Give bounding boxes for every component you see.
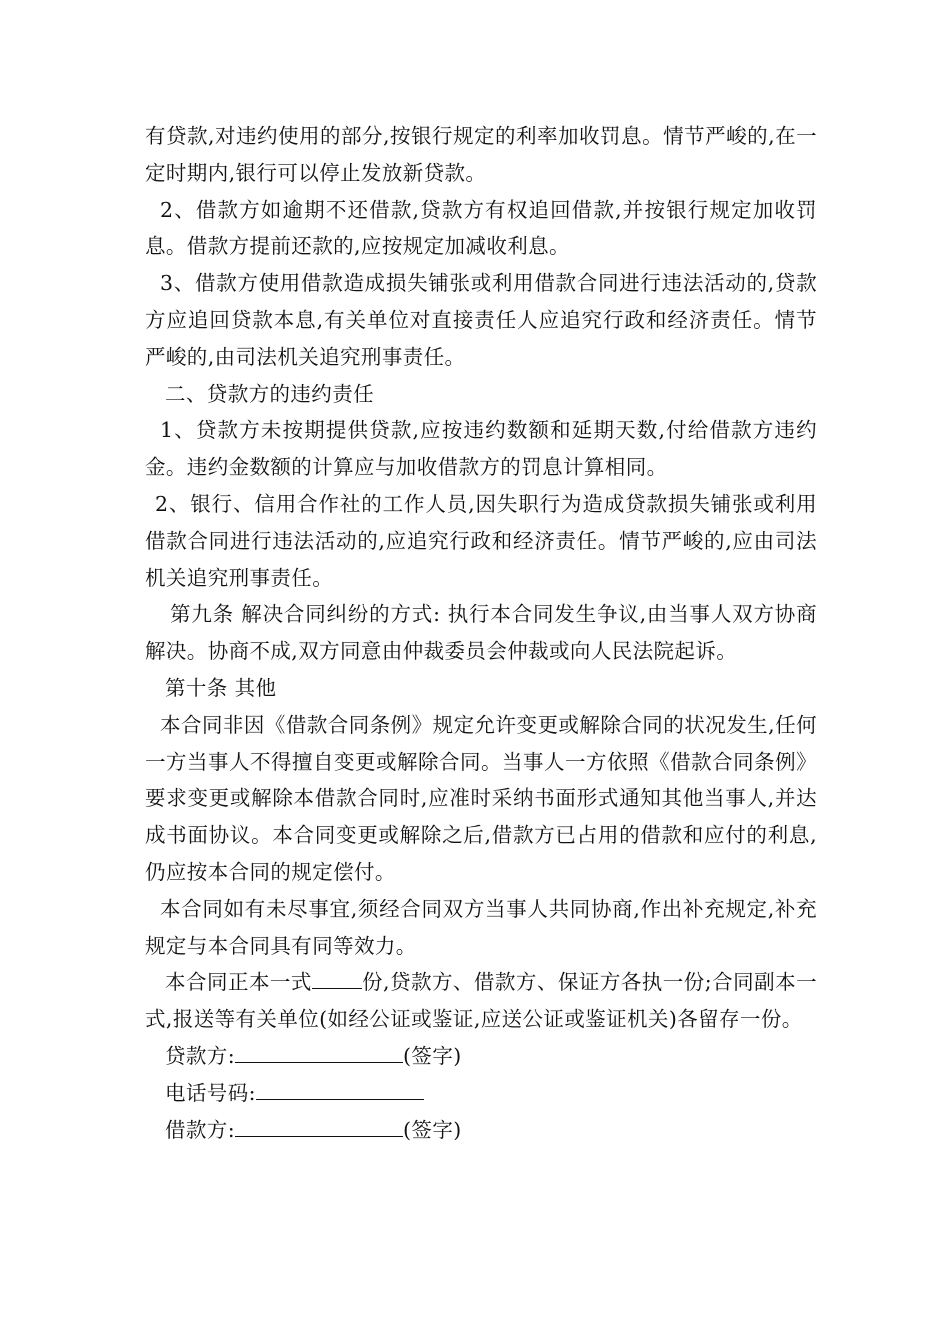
paragraph-overdue-repayment: 2、借款方如逾期不还借款,贷款方有权追回借款,并按银行规定加收罚息。借款方提前还款的,应按规定加减收利息。 [145,197,817,259]
phone-label: 电话号码: [165,1080,256,1105]
lender-signature-blank[interactable] [235,1042,403,1063]
borrower-sign-suffix: (签字) [403,1117,462,1142]
section-heading-lender-liability: 二、贷款方的违约责任 [165,381,374,406]
borrower-signature-blank[interactable] [235,1116,403,1137]
article-nine-dispute-resolution: 第九条 解决合同纠纷的方式: 执行本合同发生争议,由当事人双方协商解决。协商不成,双方同意由仲裁委员会仲裁或向人民法院起诉。 [145,602,817,664]
phone-line [145,1075,817,1112]
phone-blank[interactable] [256,1079,424,1100]
paragraph-staff-negligence: 2、银行、信用合作社的工作人员,因失职行为造成贷款损失铺张或利用借款合同进行违法活动的,应追究行政和经济责任。情节严峻的,应由司法机关追究刑事责任。 [145,491,817,590]
document-page [145,118,817,1148]
paragraph-illegal-use: 3、借款方使用借款造成损失铺张或利用借款合同进行违法活动的,贷款方应追回贷款本息,有关单位对直接责任人应追究行政和经济责任。情节严峻的,由司法机关追究刑事责任。 [145,271,817,369]
lender-signature-line [145,1038,817,1075]
article-ten-heading: 第十条 其他 [165,675,277,700]
paragraph-supplementary-terms: 本合同如有未尽事宜,须经合同双方当事人共同协商,作出补充规定,补充规定与本合同具有同等效力。 [145,896,817,958]
lender-sign-suffix: (签字) [403,1043,462,1068]
borrower-signature-line [145,1112,817,1149]
paragraph-contract-change: 本合同非因《借款合同条例》规定允许变更或解除合同的状况发生,任何一方当事人不得擅自变更或解除合同。当事人一方依照《借款合同条例》要求变更或解除本借款合同时,应准时采纳书面形式通知其他当事人,并达成书面协议。本合同变更或解除之后,借款方已占用的借款和应付的利息,仍应按本合同的规定偿付。 [145,712,817,884]
lender-label: 贷款方: [165,1043,236,1068]
copies-count-blank[interactable] [312,968,362,989]
paragraph-lender-penalty-continued: 有贷款,对违约使用的部分,按银行规定的利率加收罚息。情节严峻的,在一定时期内,银行可以停止发放新贷款。 [145,124,817,185]
paragraph-contract-copies: 本合同正本一式 份,贷款方、借款方、保证方各执一份;合同副本一式,报送等有关单位(如经公证或鉴证,应送公证或鉴证机关)各留存一份。 [145,970,817,1032]
borrower-label: 借款方: [165,1117,236,1142]
paragraph-late-loan-provision: 1、贷款方未按期提供贷款,应按违约数额和延期天数,付给借款方违约金。违约金数额的计算应与加收借款方的罚息计算相同。 [145,418,817,480]
